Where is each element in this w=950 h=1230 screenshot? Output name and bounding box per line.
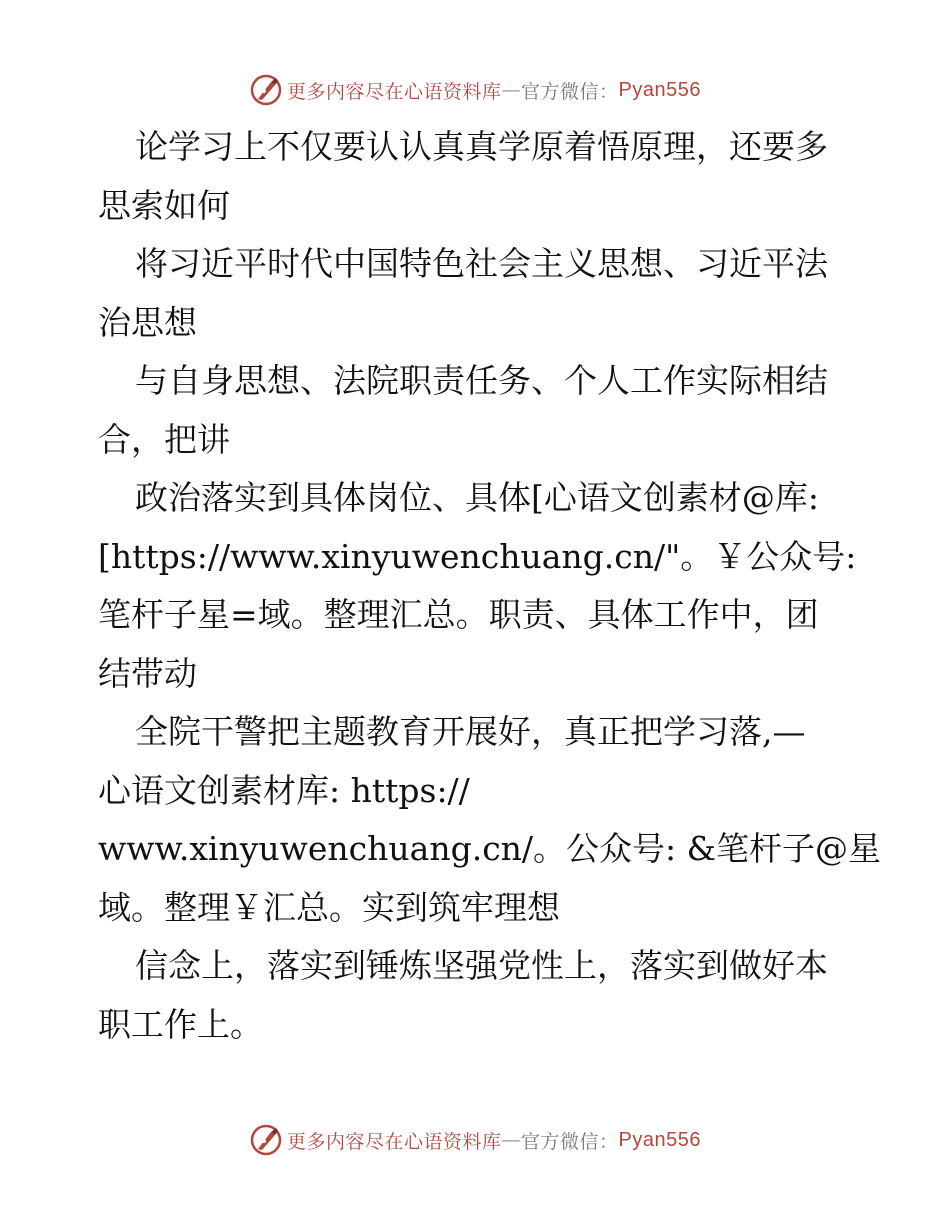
paragraph-line: 信念上，落实到锤炼坚强党性上，落实到做好本: [135, 946, 828, 985]
paragraph-line: 结带动: [98, 653, 197, 693]
paragraph-line: 将习近平时代中国特色社会主义思想、习近平法: [135, 244, 828, 283]
footer-banner-wechat-label: 官方微信：: [521, 1130, 619, 1153]
paragraph-line: 政治落实到具体岗位、具体[心语文创素材@库:: [135, 478, 819, 517]
paragraph-line: 笔杆子星=域。整理汇总。职责、具体工作中，团: [98, 595, 819, 634]
footer-banner-dash: —: [501, 1129, 522, 1151]
paragraph-line: 治思想: [98, 302, 197, 342]
paragraph-line: 论学习上不仅要认认真真学原着悟原理，还要多: [135, 127, 828, 166]
footer-banner-wechat-id: Pyan556: [618, 1128, 701, 1151]
paragraph-line: www.xinyuwenchuang.cn/。公众号: &笔杆子@星: [98, 829, 882, 868]
paragraph-line: 合，把讲: [98, 419, 230, 459]
document-body: [98, 118, 882, 1054]
paragraph-line: 全院干警把主题教育开展好，真正把学习落,—: [135, 712, 806, 751]
paragraph-line: [https://www.xinyuwenchuang.cn/"。￥公众号:: [98, 536, 857, 576]
paragraph-line: 思索如何: [98, 185, 230, 225]
header-banner-dash: —: [501, 79, 522, 101]
header-banner-text: 更多内容尽在心语资料库: [287, 80, 502, 103]
quill-pen-logo-icon: [249, 1123, 283, 1157]
header-banner-wechat-id: Pyan556: [618, 78, 701, 101]
paragraph-line: 职工作上。: [98, 1004, 263, 1044]
quill-pen-logo-icon: [249, 73, 283, 107]
paragraph-line: 与自身思想、法院职责任务、个人工作实际相结: [135, 361, 828, 400]
paragraph-line: 域。整理￥汇总。实到筑牢理想: [98, 887, 560, 927]
paragraph-line: 心语文创素材库: https://: [98, 770, 470, 810]
header-banner-wechat-label: 官方微信：: [521, 80, 619, 103]
footer-banner-text: 更多内容尽在心语资料库: [287, 1130, 502, 1153]
footer-banner: [0, 1120, 950, 1160]
header-banner: [0, 70, 950, 110]
